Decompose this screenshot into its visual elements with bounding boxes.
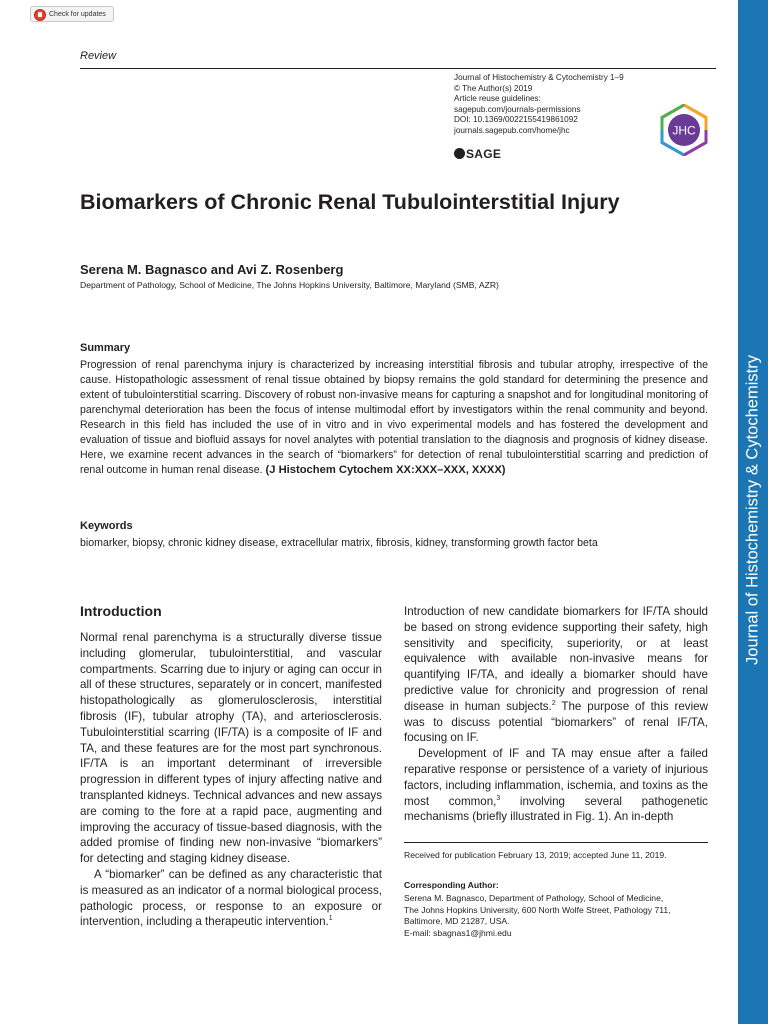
sage-logo-text: SAGE: [466, 147, 502, 161]
jhc-logo-text: JHC: [672, 123, 696, 138]
body-column-left: [80, 630, 382, 930]
reference-superscript[interactable]: 3: [496, 794, 501, 802]
check-updates-icon: [34, 9, 46, 21]
header-divider: [80, 68, 716, 69]
keywords-list: biomarker, biopsy, chronic kidney disease, extracellular matrix, fibrosis, kidney, transforming growth factor beta: [80, 537, 598, 549]
summary-heading: Summary: [80, 342, 131, 354]
paragraph: [404, 604, 708, 746]
paragraph-text: Development of IF and TA may ensue after a failed reparative response or persistence of a variety of injurious factors, including inflammation, ischemia, and toxins as the most common,: [404, 747, 708, 808]
journal-meta-line: Journal of Histochemistry & Cytochemistry 1–9: [454, 73, 624, 82]
introduction-heading: Introduction: [80, 603, 162, 619]
corresponding-author-email[interactable]: E-mail: sbagnas1@jhmi.edu: [404, 927, 512, 938]
corresponding-author-line: Baltimore, MD 21287, USA.: [404, 916, 510, 926]
sage-mark-icon: [454, 148, 465, 159]
journal-meta-doi[interactable]: DOI: 10.1369/0022155419861092: [454, 115, 578, 125]
author-affiliation: Department of Pathology, School of Medicine, The Johns Hopkins University, Baltimore, Maryland (SMB, AZR): [80, 280, 499, 290]
journal-metadata: [454, 73, 644, 137]
journal-meta-link[interactable]: journals.sagepub.com/home/jhc: [454, 125, 570, 135]
summary-body: Progression of renal parenchyma injury is characterized by increasing interstitial fibrosis and tubular atrophy, irrespective of the cause. Histopathologic assessment of renal tissue obtained by biopsy remains the gold standard for determining the presence and extent of tubulointerstitial scarring. Discovery of robust non-invasive means for capturing a snapshot and for longitudinal monitoring of parenchymal deterioration has been the focus of intense multimodal effort by investigators within the renal community and beyond. Research in this field has included the use of in vitro and in vivo experimental models and has fostered the development and evaluation of tissue and biofluid assays for novel analytes with potential translation to the diagnosis and prognosis of kidney disease. Here, we examine recent advances in the search of “biomarkers” for detection of renal tubulointerstitial scarring and prediction of renal outcome in human renal disease.: [80, 359, 708, 476]
keywords-heading: Keywords: [80, 520, 133, 532]
check-updates-label: Check for updates: [49, 11, 106, 18]
corresponding-author-line: The Johns Hopkins University, 600 North Wolfe Street, Pathology 711,: [404, 904, 671, 915]
section-label: Review: [80, 50, 117, 62]
corresponding-author-line: Serena M. Bagnasco, Department of Pathology, School of Medicine,: [404, 893, 664, 903]
paragraph-text: A “biomarker” can be defined as any characteristic that is measured as an indicator of a normal biological process, pathologic process, or response to an exposure or intervention, including a therapeutic intervention.: [80, 867, 382, 929]
summary-citation: (J Histochem Cytochem XX:XXX–XXX, XXXX): [265, 464, 506, 476]
check-for-updates-button[interactable]: [30, 6, 114, 22]
paragraph: Normal renal parenchyma is a structurally diverse tissue including glomerular, tubulointerstitial, and vascular compartments. Scarring due to injury or aging can occur in all of these structures, separately or in concert, manifested histopathologically as glomerulosclerosis, interstitial fibrosis (IF), tubular atrophy (TA), and arteriosclerosis. Tubulointerstitial scarring (IF/TA) is a composite of IF and TA, and these features are for the most part synchronous. IF/TA is an important determinant of irreversible progression in different types of injury affecting native and transplanted kidneys. Technical advances and new assays are coming to the fore at a rapid pace, augmenting and improving the accuracy of tissue-based diagnosis, with the added promise of finding new non-invasive “biomarkers” for detecting and staging kidney disease.: [80, 631, 382, 866]
summary-text: [80, 358, 708, 478]
footnote-divider: [404, 842, 708, 843]
body-column-right: [404, 604, 708, 825]
paragraph-text: involving several pathogenetic mechanisms (briefly illustrated in Fig. 1). An in-depth: [404, 794, 708, 824]
journal-meta-line: Article reuse guidelines:: [454, 94, 541, 104]
corresponding-author-details: [404, 893, 708, 939]
journal-side-banner: [738, 0, 768, 1024]
side-banner-text: Journal of Histochemistry & Cytochemistry: [743, 355, 762, 665]
reference-superscript[interactable]: 2: [551, 699, 556, 707]
paragraph-text: Introduction of new candidate biomarkers for IF/TA should be based on strong evidence supporting their safety, high sensitivity and specificity, superiority, or at least equivalence with available non-invasive means for quantifying IF/TA, and ideally a biomarker should have predictive value for chronicity and progression of renal disease in human subjects.: [404, 605, 708, 713]
jhc-logo-icon: [660, 104, 708, 156]
corresponding-author-heading: Corresponding Author:: [404, 880, 499, 890]
author-list: Serena M. Bagnasco and Avi Z. Rosenberg: [80, 262, 344, 277]
sage-logo: [454, 147, 501, 161]
paragraph: [80, 867, 382, 930]
journal-meta-line: © The Author(s) 2019: [454, 83, 533, 93]
article-title: Biomarkers of Chronic Renal Tubulointerstitial Injury: [80, 190, 620, 214]
journal-meta-link[interactable]: sagepub.com/journals-permissions: [454, 104, 581, 114]
paragraph: [404, 746, 708, 825]
reference-superscript[interactable]: 1: [328, 915, 333, 923]
received-dates: Received for publication February 13, 2019; accepted June 11, 2019.: [404, 850, 667, 860]
paragraph-text: The purpose of this review was to discuss potential “biomarkers” of renal IF/TA, focusing on IF.: [404, 699, 709, 745]
